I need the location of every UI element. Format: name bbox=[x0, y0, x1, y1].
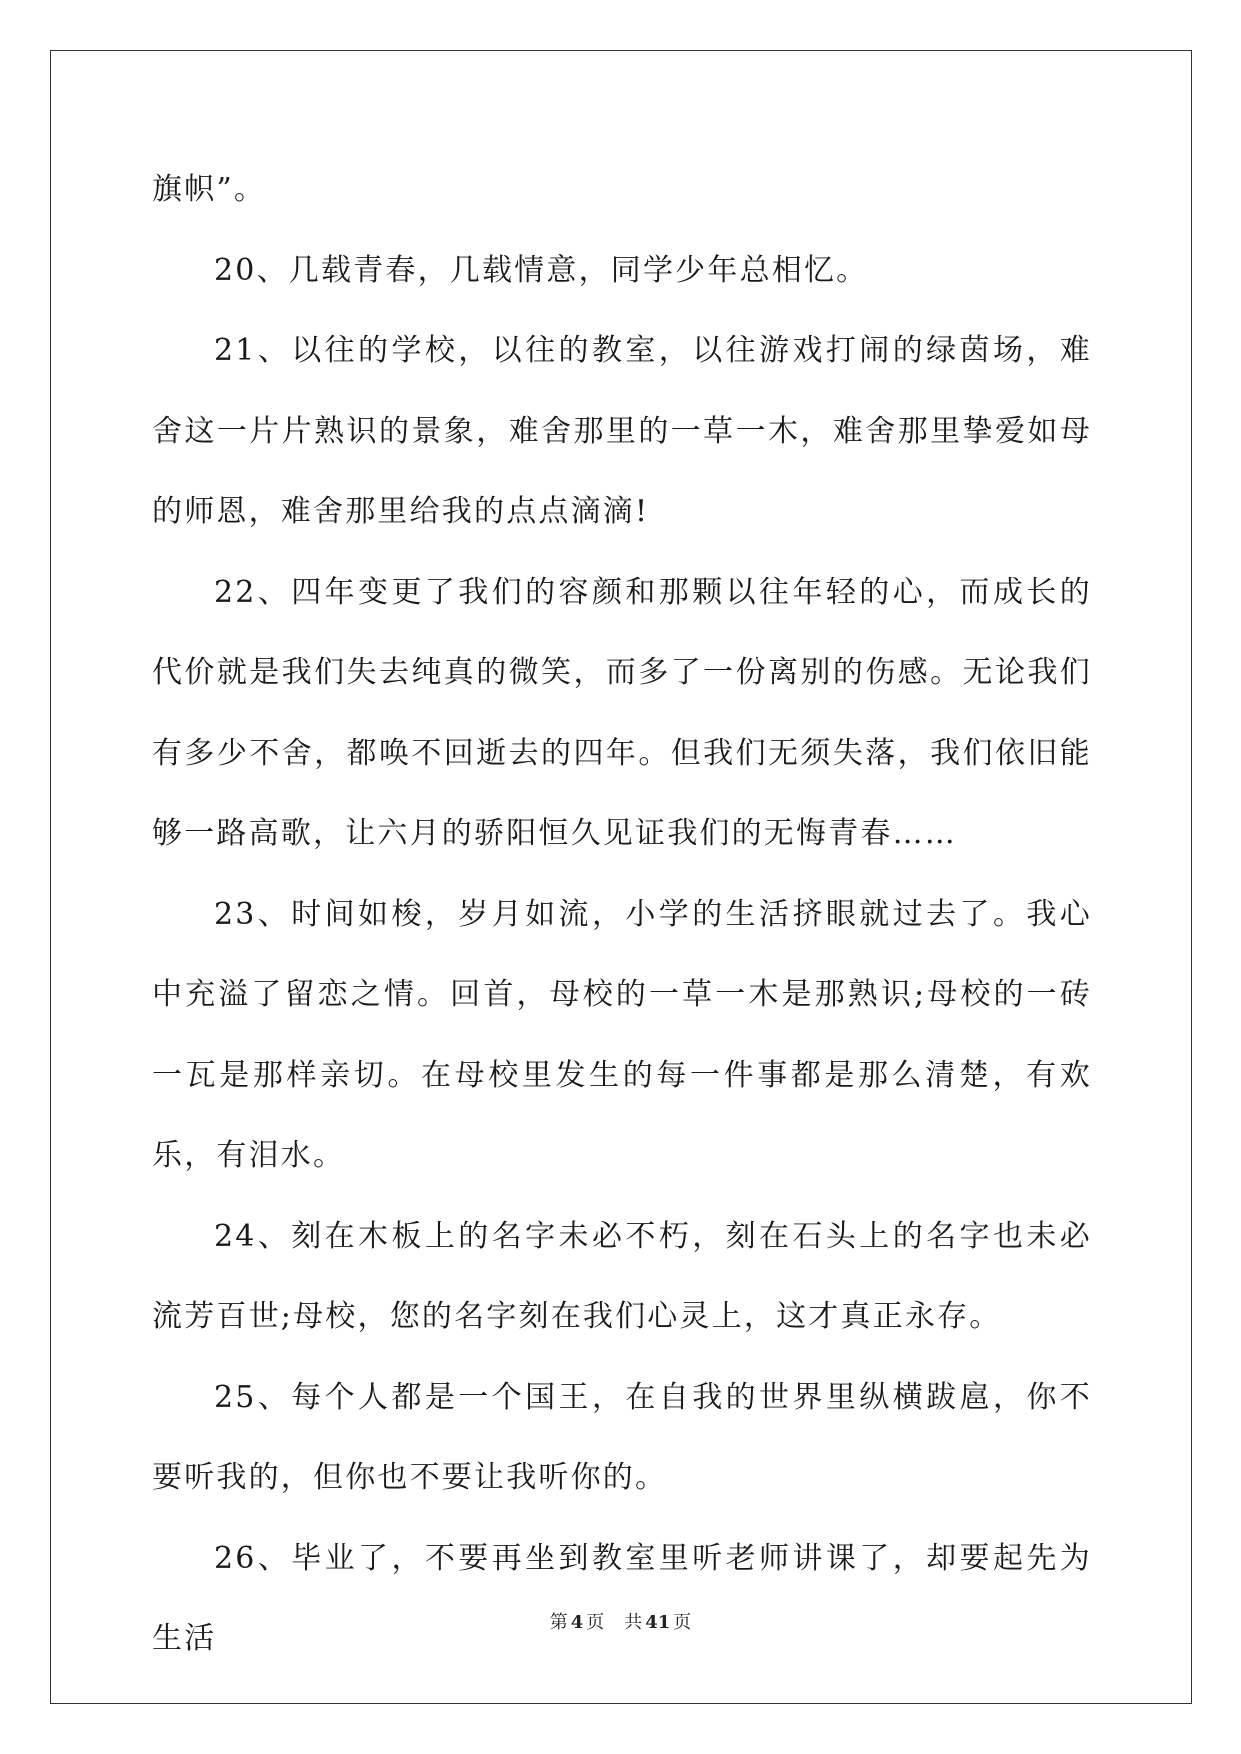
paragraph-20: 20、几载青春，几载情意，同学少年总相忆。 bbox=[214, 252, 869, 288]
paragraph-23: 23、时间如梭，岁月如流，小学的生活挤眼就过去了。我心中充溢了留恋之情。回首，母校的一草一木是那熟识;母校的一砖一瓦是那样亲切。在母校里发生的每一件事都是那么清楚，有欢乐，有泪水。 bbox=[152, 896, 1092, 1173]
paragraph-22: 22、四年变更了我们的容颜和那颗以往年轻的心，而成长的代价就是我们失去纯真的微笑，而多了一份离别的伤感。无论我们有多少不舍，都唤不回逝去的四年。但我们无须失落，我们依旧能够一路高歌，让六月的骄阳恒久见证我们的无悔青春…… bbox=[152, 574, 1092, 851]
footer-total-prefix: 共 bbox=[624, 1612, 643, 1633]
footer-total-unit: 页 bbox=[673, 1612, 692, 1633]
paragraph-25: 25、每个人都是一个国王，在自我的世界里纵横跋扈，你不要听我的，但你也不要让我听你的。 bbox=[152, 1379, 1092, 1495]
document-body bbox=[152, 150, 1092, 1680]
paragraph-21: 21、以往的学校，以往的教室，以往游戏打闹的绿茵场，难舍这一片片熟识的景象，难舍那里的一草一木，难舍那里挚爱如母的师恩，难舍那里给我的点点滴滴! bbox=[152, 333, 1092, 529]
paragraph-24: 24、刻在木板上的名字未必不朽，刻在石头上的名字也未必流芳百世;母校，您的名字刻在我们心灵上，这才真正永存。 bbox=[152, 1218, 1092, 1334]
paragraph-26: 26、毕业了，不要再坐到教室里听老师讲课了，却要起先为生活 bbox=[152, 1540, 1092, 1656]
current-page-number: 4 bbox=[570, 1612, 584, 1633]
total-pages-number: 41 bbox=[645, 1612, 671, 1633]
footer-prefix: 第 bbox=[549, 1612, 568, 1633]
page-footer bbox=[0, 1608, 1241, 1634]
footer-page-unit: 页 bbox=[586, 1612, 605, 1633]
paragraph-continuation: 旗帜”。 bbox=[152, 172, 267, 207]
